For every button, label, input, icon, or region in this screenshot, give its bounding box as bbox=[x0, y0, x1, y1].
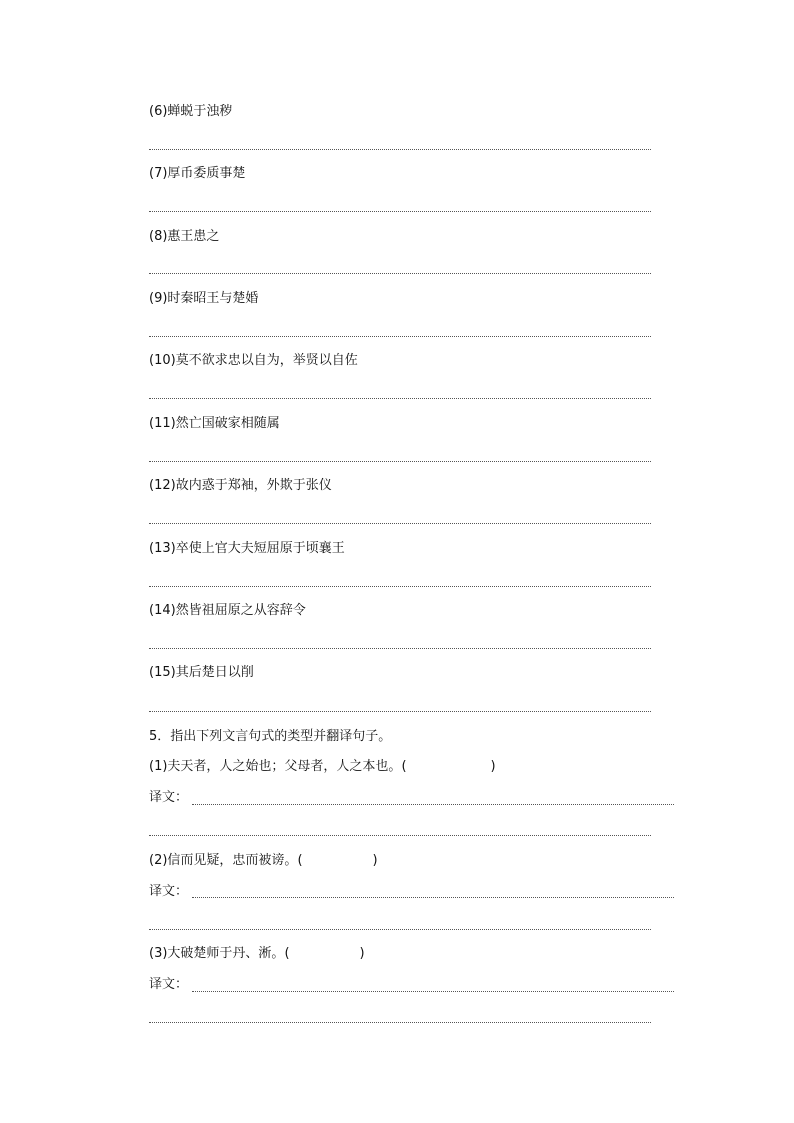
item-12 bbox=[149, 478, 332, 494]
q5-sentence-3 bbox=[149, 946, 365, 962]
answer-line[interactable] bbox=[149, 461, 651, 462]
item-text: 然亡国破家相随属 bbox=[175, 416, 280, 431]
answer-line[interactable] bbox=[149, 273, 651, 274]
item-text: 蝉蜕于浊秽 bbox=[167, 104, 233, 119]
sentence-number: (3) bbox=[149, 946, 168, 961]
item-number: (15) bbox=[149, 665, 176, 680]
answer-line[interactable] bbox=[149, 149, 651, 150]
item-text: 惠王患之 bbox=[167, 229, 220, 244]
item-text: 时秦昭王与楚婚 bbox=[167, 291, 259, 306]
item-15 bbox=[149, 665, 254, 681]
item-number: (13) bbox=[149, 541, 176, 556]
sentence-text: 信而见疑，忠而被谤。 bbox=[167, 853, 298, 868]
answer-paren-close: ) bbox=[490, 759, 496, 774]
item-11 bbox=[149, 416, 280, 432]
translation-line[interactable] bbox=[149, 929, 651, 930]
answer-line[interactable] bbox=[149, 523, 651, 524]
answer-line[interactable] bbox=[149, 586, 651, 587]
sentence-number: (2) bbox=[149, 853, 168, 868]
answer-paren-open: ( bbox=[297, 853, 303, 868]
item-text: 厚币委质事楚 bbox=[167, 166, 246, 181]
answer-paren-open: ( bbox=[284, 946, 290, 961]
answer-paren-close: ) bbox=[359, 946, 365, 961]
item-number: (10) bbox=[149, 353, 176, 368]
item-text: 莫不欲求忠以自为，举贤以自佐 bbox=[175, 353, 358, 368]
item-number: (6) bbox=[149, 104, 168, 119]
item-text: 卒使上官大夫短屈原于顷襄王 bbox=[175, 541, 345, 556]
translation-line[interactable] bbox=[192, 804, 674, 805]
item-number: (12) bbox=[149, 478, 176, 493]
sentence-text: 夫天者，人之始也；父母者，人之本也。 bbox=[167, 759, 402, 774]
item-text: 然皆祖屈原之从容辞令 bbox=[175, 603, 306, 618]
item-14 bbox=[149, 603, 306, 619]
translation-line[interactable] bbox=[192, 897, 674, 898]
item-10 bbox=[149, 353, 358, 369]
answer-line[interactable] bbox=[149, 398, 651, 399]
answer-paren-open: ( bbox=[401, 759, 407, 774]
answer-line[interactable] bbox=[149, 648, 651, 649]
translation-label: 译文： bbox=[149, 790, 189, 805]
translation-line[interactable] bbox=[149, 835, 651, 836]
sentence-text: 大破楚师于丹、淅。 bbox=[167, 946, 285, 961]
item-number: (14) bbox=[149, 603, 176, 618]
translation-label: 译文： bbox=[149, 884, 189, 899]
item-number: (8) bbox=[149, 229, 168, 244]
item-13 bbox=[149, 541, 345, 557]
translation-label: 译文： bbox=[149, 977, 189, 992]
translation-line[interactable] bbox=[149, 1022, 651, 1023]
answer-paren-close: ) bbox=[372, 853, 378, 868]
question-5-heading: 5．指出下列文言句式的类型并翻译句子。 bbox=[149, 729, 392, 744]
q5-sentence-2 bbox=[149, 853, 378, 869]
item-text: 其后楚日以削 bbox=[175, 665, 254, 680]
item-number: (7) bbox=[149, 166, 168, 181]
item-number: (9) bbox=[149, 291, 168, 306]
q5-sentence-1 bbox=[149, 759, 496, 775]
item-7 bbox=[149, 166, 245, 182]
item-9 bbox=[149, 291, 258, 307]
answer-line[interactable] bbox=[149, 711, 651, 712]
item-8 bbox=[149, 229, 219, 245]
translation-line[interactable] bbox=[192, 991, 674, 992]
answer-line[interactable] bbox=[149, 211, 651, 212]
sentence-number: (1) bbox=[149, 759, 168, 774]
answer-line[interactable] bbox=[149, 336, 651, 337]
item-text: 故内惑于郑袖，外欺于张仪 bbox=[175, 478, 332, 493]
item-6 bbox=[149, 104, 232, 120]
item-number: (11) bbox=[149, 416, 176, 431]
